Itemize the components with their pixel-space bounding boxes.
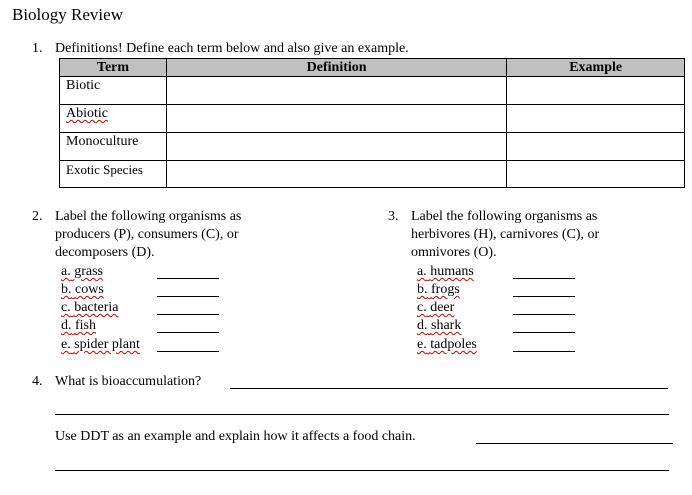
item-name: bacteria bbox=[74, 300, 119, 315]
example-cell[interactable] bbox=[507, 105, 685, 133]
page-title: Biology Review bbox=[12, 5, 123, 24]
item-name: spider plant bbox=[74, 337, 140, 352]
answer-blank[interactable] bbox=[513, 314, 575, 315]
q3-item bbox=[417, 336, 477, 354]
q2-line: Label the following organisms as bbox=[55, 209, 242, 224]
item-letter: c. bbox=[417, 300, 427, 315]
term-cell: Monoculture bbox=[60, 133, 167, 161]
table-row bbox=[60, 105, 685, 133]
item-letter: b. bbox=[417, 282, 428, 297]
item-name: shark bbox=[431, 318, 462, 333]
item-name: frogs bbox=[431, 282, 460, 297]
q2-item bbox=[61, 281, 104, 299]
q3-item bbox=[417, 317, 461, 335]
q4-number: 4. bbox=[32, 374, 43, 389]
answer-blank[interactable] bbox=[157, 296, 219, 297]
q3-item bbox=[417, 281, 460, 299]
answer-blank[interactable] bbox=[157, 314, 219, 315]
answer-blank[interactable] bbox=[513, 351, 575, 352]
table-row bbox=[60, 161, 685, 188]
item-name: grass bbox=[74, 264, 103, 279]
table-row bbox=[60, 77, 685, 105]
answer-blank[interactable] bbox=[157, 278, 219, 279]
answer-blank[interactable] bbox=[513, 332, 575, 333]
header-example: Example bbox=[507, 59, 685, 77]
q3-line: herbivores (H), carnivores (C), or bbox=[411, 227, 600, 242]
q2-item bbox=[61, 263, 103, 281]
answer-blank[interactable] bbox=[513, 296, 575, 297]
answer-line[interactable] bbox=[476, 443, 673, 444]
item-name: deer bbox=[430, 300, 455, 315]
term-cell bbox=[60, 105, 167, 133]
q4-followup: Use DDT as an example and explain how it affects a food chain. bbox=[55, 429, 416, 444]
answer-line[interactable] bbox=[55, 470, 669, 471]
item-name: fish bbox=[75, 318, 96, 333]
table-header-row bbox=[60, 59, 685, 77]
answer-line[interactable] bbox=[230, 388, 668, 389]
q3-item bbox=[417, 299, 454, 317]
term-text: Abiotic bbox=[66, 106, 108, 121]
q2-line: decomposers (D). bbox=[55, 245, 155, 260]
q1-number: 1. bbox=[32, 41, 43, 56]
header-definition: Definition bbox=[166, 59, 506, 77]
item-letter: c. bbox=[61, 300, 71, 315]
definition-cell[interactable] bbox=[166, 161, 506, 188]
q3-item bbox=[417, 263, 474, 281]
item-letter: a. bbox=[417, 264, 427, 279]
q4-prompt: What is bioaccumulation? bbox=[55, 374, 202, 389]
header-term: Term bbox=[60, 59, 167, 77]
answer-blank[interactable] bbox=[513, 278, 575, 279]
term-cell: Biotic bbox=[60, 77, 167, 105]
item-letter: b. bbox=[61, 282, 72, 297]
item-name: tadpoles bbox=[430, 337, 477, 352]
q3-number: 3. bbox=[388, 209, 399, 224]
item-name: cows bbox=[75, 282, 104, 297]
item-letter: d. bbox=[61, 318, 72, 333]
q3-line: Label the following organisms as bbox=[411, 209, 598, 224]
q3-line: omnivores (O). bbox=[411, 245, 497, 260]
example-cell[interactable] bbox=[507, 133, 685, 161]
definitions-table bbox=[59, 58, 685, 188]
answer-blank[interactable] bbox=[157, 351, 219, 352]
q2-line: producers (P), consumers (C), or bbox=[55, 227, 239, 242]
definition-cell[interactable] bbox=[166, 105, 506, 133]
item-name: humans bbox=[430, 264, 474, 279]
example-cell[interactable] bbox=[507, 161, 685, 188]
example-cell[interactable] bbox=[507, 77, 685, 105]
term-cell: Exotic Species bbox=[60, 161, 167, 188]
item-letter: a. bbox=[61, 264, 71, 279]
item-letter: d. bbox=[417, 318, 428, 333]
answer-blank[interactable] bbox=[157, 332, 219, 333]
definition-cell[interactable] bbox=[166, 77, 506, 105]
q2-number: 2. bbox=[32, 209, 43, 224]
item-letter: e. bbox=[417, 337, 427, 352]
item-letter: e. bbox=[61, 337, 71, 352]
table-row bbox=[60, 133, 685, 161]
q2-item bbox=[61, 299, 119, 317]
definition-cell[interactable] bbox=[166, 133, 506, 161]
q2-item bbox=[61, 317, 96, 335]
q1-prompt: Definitions! Define each term below and also give an example. bbox=[55, 41, 409, 56]
answer-line[interactable] bbox=[55, 414, 669, 415]
q2-item bbox=[61, 336, 140, 354]
